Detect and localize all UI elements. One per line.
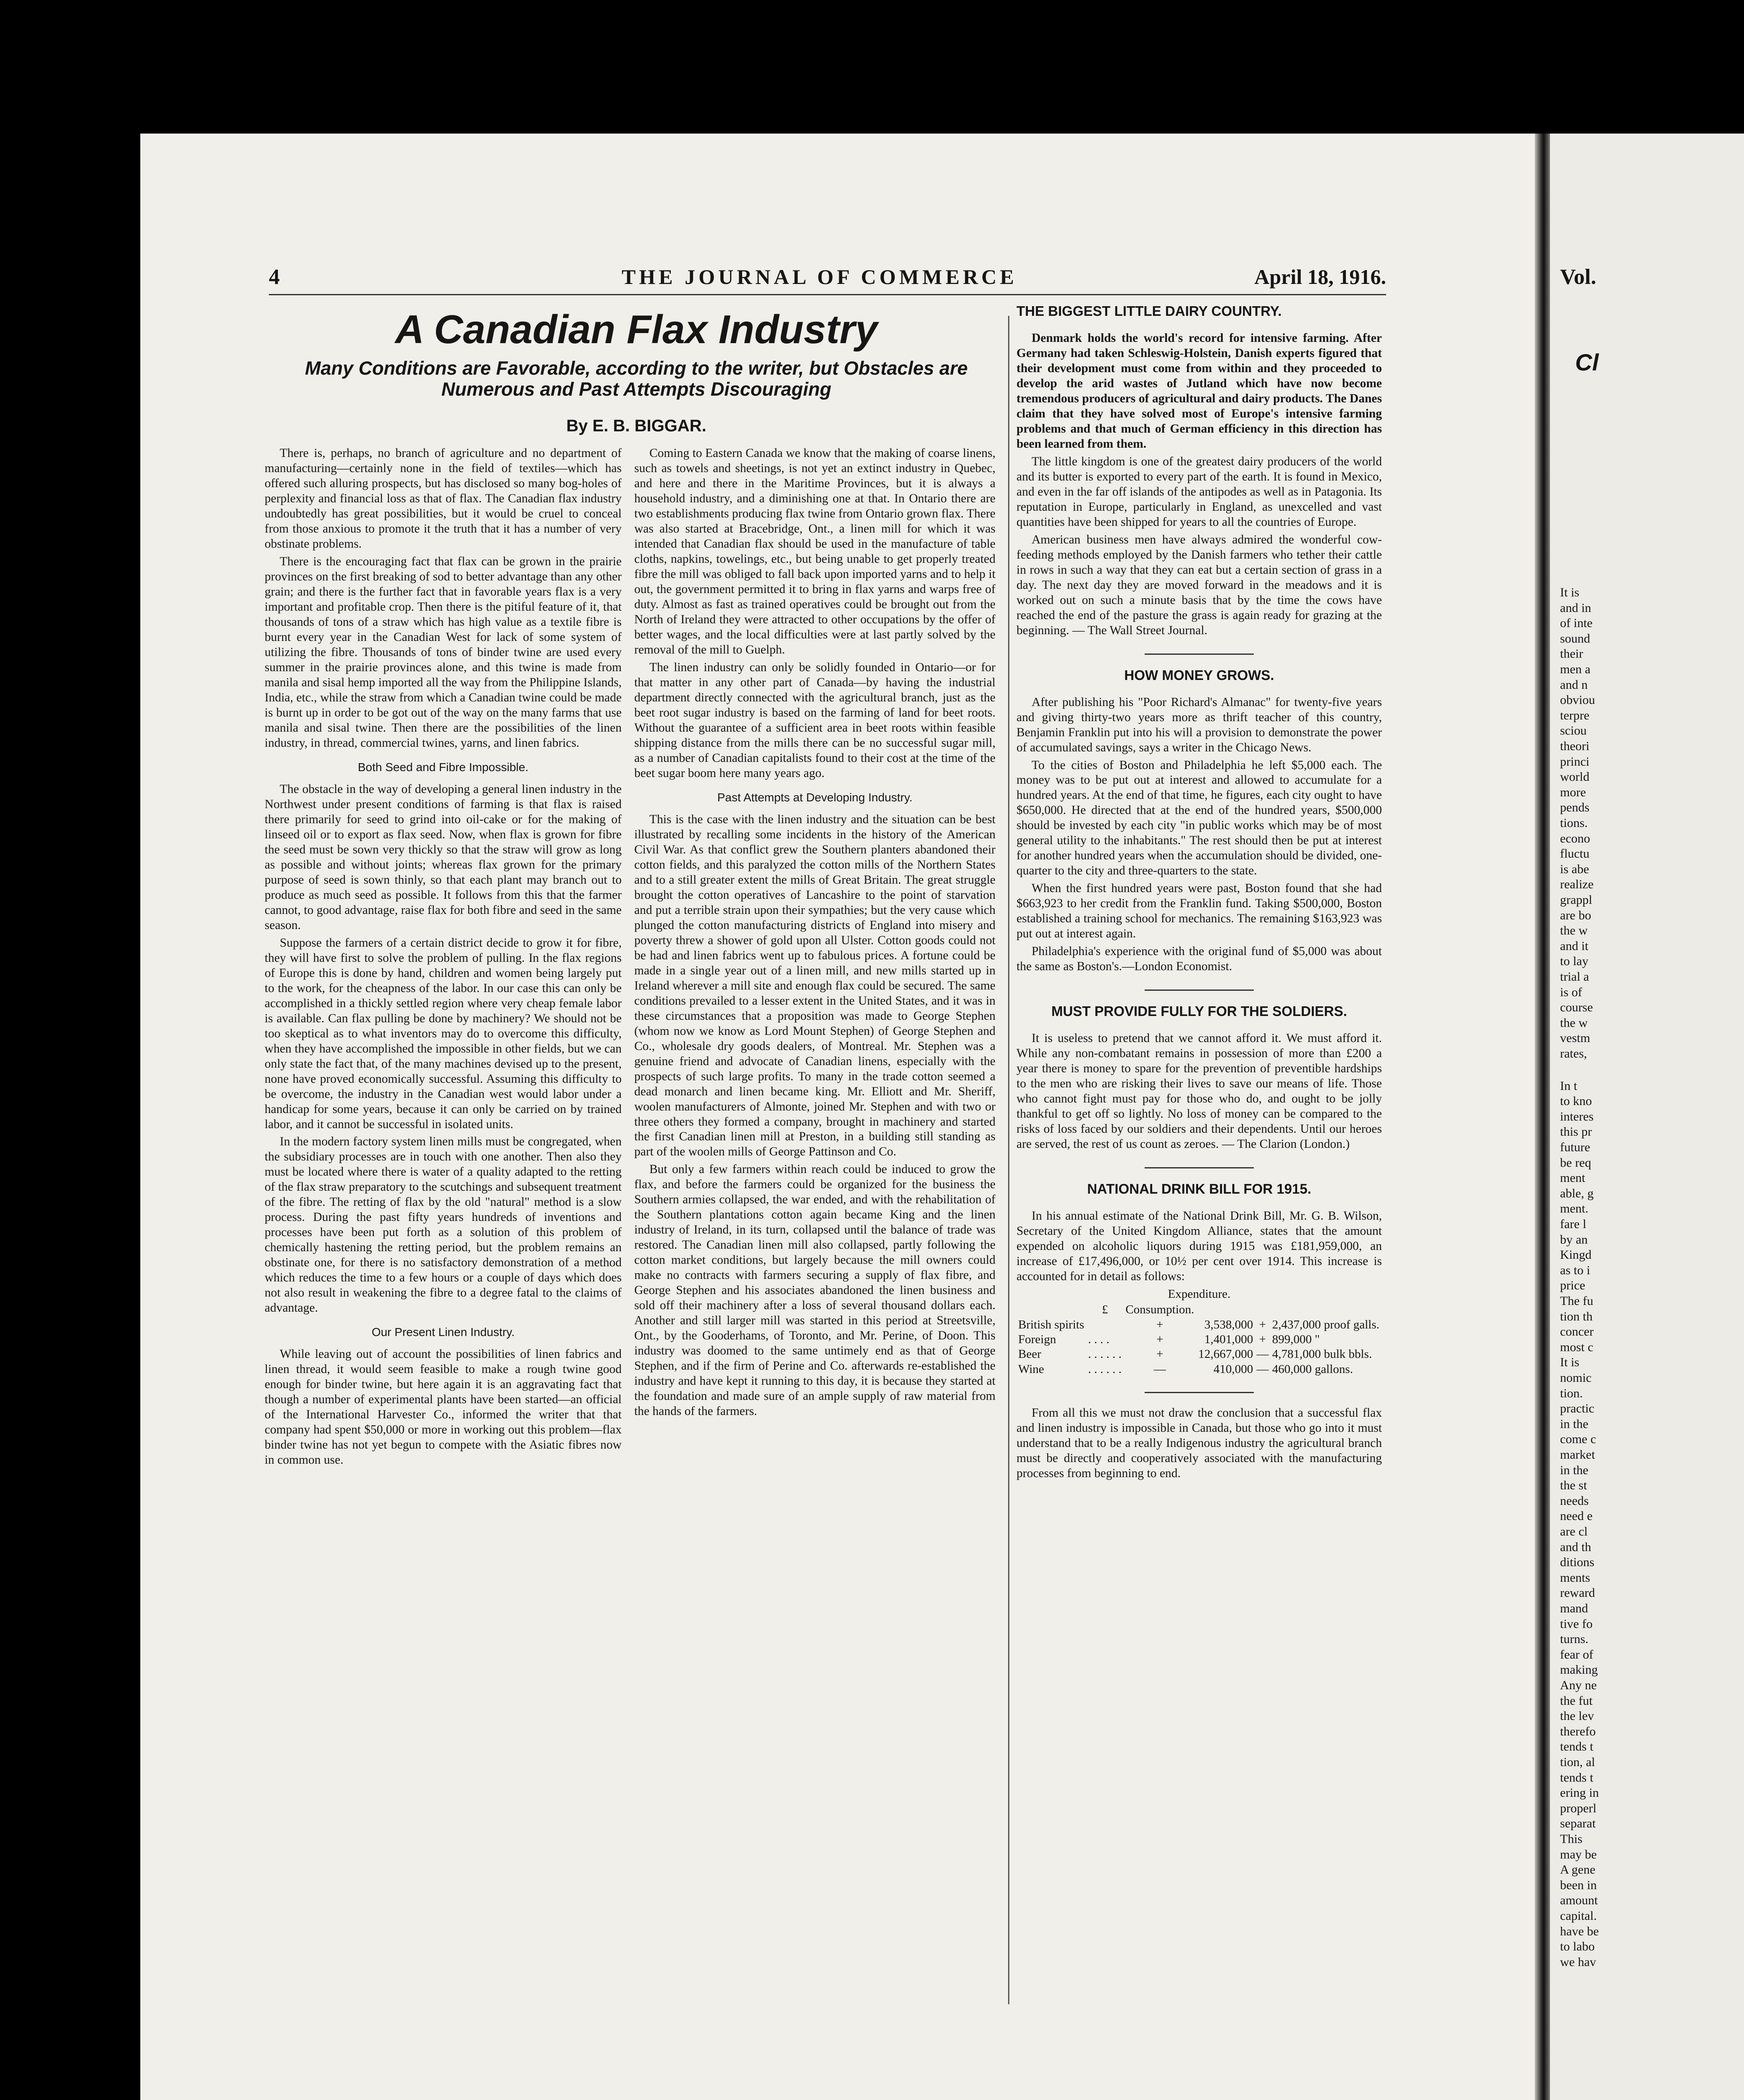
next-page-line: It is (1560, 1355, 1579, 1370)
next-page-line: we hav (1560, 1955, 1596, 1969)
page-number: 4 (269, 265, 280, 289)
paragraph: There is, perhaps, no branch of agriculture and no department of manufacturing—certainly none in the field of textiles—which has offered such alluring prospects, but has disclosed so many bog-holes of perplexity and financial loss as that of flax. The Canadian flax industry undoubtedly has great possibilities, but it would be cruel to conceal from those anxious to promote it the truth that it has a number of very obstinate problems. (265, 446, 622, 551)
dairy-lead (1016, 331, 1382, 452)
next-page-line: This (1560, 1832, 1583, 1846)
next-page-line: tends t (1560, 1740, 1594, 1754)
next-page-line: nomic (1560, 1371, 1592, 1385)
table-cell-amount: 410,000 (1213, 1362, 1253, 1376)
paragraph: The little kingdom is one of the greatest dairy producers of the world and its butter is exported to every part of the earth. It is found in Mexico, and even in the far off islands of the antipodes as well as in Patagonia. Its reputation in Europe, particularly in England, as unexcelled and vast quantities have been shipped for years to all the countries of Europe. (1016, 454, 1382, 529)
table-cell-item: Foreign (1018, 1333, 1056, 1347)
next-page-line: price (1560, 1278, 1585, 1293)
next-page-fragment (1550, 134, 1744, 2100)
next-page-line: mand (1560, 1601, 1588, 1615)
next-page-line: is abe (1560, 862, 1589, 876)
next-page-line: ditions (1560, 1555, 1594, 1570)
paragraph: When the first hundred years were past, Boston found that she had $663,923 to her credit from the Franklin fund. Taking $500,000, Boston established a training school for mechanics. The remaining $163,923 was put out at interest again. (1016, 882, 1382, 941)
paragraph: In the modern factory system linen mills must be congregated, when the subsidiary processes are in touch with one another. Then also they must be located where there is water of a quality adapted to the retting of the flax straw preparatory to the scutchings and subsequent treatment of the fibre. The retting of flax by the old "natural" method is a slow process. During the past fifty years hundreds of inventions and processes have been put forth as a solution of this problem of chemically hastening the retting period, but the problem remains an obstinate one, for there is no satisfactory demonstration of a method which reduces the time to a few hours or a couple of days which does not also result in weakening the fibre to a degree fatal to the claims of advantage. (265, 1135, 622, 1315)
paragraph: The linen industry can only be solidly founded in Ontario—or for that matter in any other part of Canada—by having the industrial department directly connected with the agricultural branch, just as the beet root sugar industry is based on the farming of land for beet roots. Without the guarantee of a sufficient area in beet roots within feasible shipping distance from the mills there can be no successful sugar mill, as a number of Canadian capitalists found to their cost at the time of the beet sugar boom here many years ago. (634, 660, 995, 780)
separator (1145, 1392, 1254, 1393)
next-page-line: tion. (1560, 1386, 1583, 1400)
next-page-line: may be (1560, 1847, 1597, 1861)
next-page-line: vestm (1560, 1031, 1590, 1045)
table-head-currency: £ (1102, 1303, 1108, 1317)
next-page-line: and in (1560, 601, 1592, 615)
next-page-line: tion, al (1560, 1755, 1595, 1769)
next-page-line: by an (1560, 1232, 1588, 1247)
table-cell-csign: + (1259, 1333, 1266, 1347)
next-page-line: as to i (1560, 1263, 1590, 1277)
paragraph: This is the case with the linen industry and the situation can be best illustrated by recalling some incidents in the history of the American Civil War. As that conflict grew the Southern planters abandoned their cotton fields, and this paralyzed the cotton mills of the Northern States and to a still greater extent the mills of Great Britain. The great struggle brought the cotton operatives of Lancashire to the point of starvation and put a terrible strain upon their sympathies; but the very cause which plunged the cotton manufacturing districts of England into misery and poverty threw a shower of gold upon all Ulster. Cotton goods could not be had and linen fabrics went up to fabulous prices. A fortune could be made in a single year out of a linen mill, and new mills started up in Ireland wherever a mill site and enough flax could be secured. The same conditions prevailed to a lesser extent in the United States, and it was in these circumstances that a proposition was made to George Stephen (whom now we know as Lord Mount Stephen) of George Stephen and Co., wholesale dry goods dealers, of Montreal. Mr. Stephen was a genuine friend and advocate of Canadian linens, especially with the prospects of such large profits. To many in the trade cotton seemed a dead monarch and linen became king. Mr. Elliott and Mr. Sheriff, woolen manufacturers of Almonte, joined Mr. Stephen and with two or three others they formed a company, brought in machinery and started the first Canadian linen mill at Preston, in a building still standing as part of the woolen mills of George Pattinson and Co. (634, 812, 995, 1159)
next-page-line: The fu (1560, 1294, 1594, 1308)
next-page-line: the w (1560, 924, 1588, 938)
next-page-line: tions. (1560, 816, 1588, 830)
paragraph: American business men have always admired the wonderful cow-feeding methods employed by the Danish farmers who tether their cattle in rows in such a way that they can eat but a certain section of grass in a day. The next day they are moved forward in the meadows and it is worked out on such a minute basis that by the time the cows have reached the end of the pasture the grass is again ready for grazing at the beginning. — The Wall Street Journal. (1016, 533, 1382, 637)
next-page-vol: Vol. (1560, 265, 1597, 289)
next-page-line: ment. (1560, 1202, 1589, 1216)
table-cell-item: British spirits (1018, 1318, 1085, 1331)
next-page-line: been in (1560, 1878, 1597, 1892)
next-page-line: market (1560, 1448, 1595, 1462)
dairy-heading: THE BIGGEST LITTLE DAIRY COUNTRY. (1016, 303, 1282, 319)
next-page-heading: Cl (1575, 349, 1599, 375)
next-page-line: tion th (1560, 1309, 1593, 1323)
paragraph: After publishing his "Poor Richard's Almanac" for twenty-five years and giving thirty-two years more as thrift teacher of this country, Benjamin Franklin put into his will a provision to demonstrate the power of accumulated savings, says a writer in the Chicago News. (1016, 695, 1382, 754)
table-cell-amount: 3,538,000 (1204, 1318, 1253, 1331)
next-page-line: trial a (1560, 970, 1589, 984)
issue-date: April 18, 1916. (1254, 265, 1386, 289)
table-row (1016, 1318, 1382, 1332)
next-page-line: needs (1560, 1494, 1589, 1508)
paragraph: While leaving out of account the possibilities of linen fabrics and linen thread, it would seem feasible to make a rough twine good enough for binder twine, but here again it is an aggravating fact that though a number of experimental plants have been started—an official of the International Harvester Co., informed the writer that that company had spent $50,000 or more in working out this problem—flax binder twine has not yet begun to compete with the Asiatic fibres now in common use. (265, 1347, 622, 1467)
table-caption (1016, 1287, 1382, 1302)
paragraph: Philadelphia's experience with the original fund of $5,000 was about the same as Boston's.—London Economist. (1016, 945, 1382, 974)
next-page-line: and th (1560, 1540, 1592, 1554)
next-page-line: future (1560, 1140, 1590, 1154)
next-page-line: more (1560, 785, 1586, 799)
next-page-line: Kingd (1560, 1248, 1592, 1262)
next-page-line: reward (1560, 1586, 1595, 1600)
next-page-line: princi (1560, 754, 1589, 769)
next-page-line: obviou (1560, 693, 1595, 707)
drink-heading: NATIONAL DRINK BILL FOR 1915. (1087, 1181, 1311, 1197)
next-page-line: course (1560, 1000, 1593, 1015)
next-page-line: properl (1560, 1801, 1597, 1815)
next-page-line: interes (1560, 1109, 1594, 1124)
next-page-line: this pr (1560, 1125, 1592, 1139)
next-page-line: to labo (1560, 1940, 1595, 1954)
next-page-line: the w (1560, 1016, 1588, 1030)
separator (1145, 1167, 1254, 1168)
next-page-line: tive fo (1560, 1617, 1593, 1631)
next-page-line: sciou (1560, 724, 1587, 738)
next-page-line: terpre (1560, 708, 1589, 722)
next-page-line: come c (1560, 1432, 1596, 1446)
next-page-line: need e (1560, 1509, 1593, 1523)
next-page-line: most c (1560, 1340, 1594, 1354)
next-page-line: and n (1560, 677, 1588, 692)
header-rule (269, 294, 1386, 295)
paragraph: The obstacle in the way of developing a general linen industry in the Northwest under present conditions of farming is that flax is raised there primarily for seed to grind into oil-cake or for the making of linseed oil or to export as flax seed. Now, when flax is grown for fibre the seed must be sown very thickly so that the straw will grow as long as possible and without joints; whereas flax grown for the primary purpose of seed is sown thinly, so that each plant may branch out to produce as much seed as possible. It follows from this that the farmer cannot, to good advantage, raise flax for both fibre and seed in the same season. (265, 782, 622, 932)
next-page-line: ment (1560, 1171, 1585, 1185)
next-page-line: pends (1560, 801, 1589, 815)
drink-bill-table (1016, 1302, 1382, 1377)
next-page-line: Any ne (1560, 1678, 1597, 1692)
next-page-line: rates, (1560, 1047, 1587, 1060)
next-page-line: have be (1560, 1924, 1599, 1938)
column-rule (1008, 316, 1009, 2004)
next-page-line: be req (1560, 1155, 1592, 1170)
table-head-consumption: Consumption. (1125, 1303, 1195, 1317)
paragraph: It is useless to pretend that we cannot afford it. We must afford it. While any non-combatant remains in possession of more than £200 a year there is money to spare for the prevention of preventible hardships to the men who are risking their lives to save our means of life. Those who cannot fight must pay for those who do, and ought to be jolly thankful to get off so lightly. No loss of money can be compared to the risks of loss faced by our soldiers and their dependents. Until our heroes are served, the rest of us count as zeroes. — The Clarion (London.) (1016, 1032, 1382, 1151)
table-cell-amount: 1,401,000 (1204, 1333, 1253, 1347)
next-page-line: is of (1560, 985, 1582, 999)
next-page-line: to kno (1560, 1094, 1592, 1108)
next-page-line: making (1560, 1663, 1598, 1677)
paragraph: In his annual estimate of the National Drink Bill, Mr. G. B. Wilson, Secretary of the United Kingdom Alliance, states that the amount expended on alcoholic liquors during 1915 was £181,959,000, an increase of £17,496,000, or 10½ per cent over 1914. This increase is accounted for in detail as follows: (1016, 1209, 1382, 1283)
next-page-line: grappl (1560, 893, 1592, 907)
paragraph: To the cities of Boston and Philadelphia he left $5,000 each. The money was to be put out at interest and allowed to accumulate for a hundred years. At the end of that time, he figures, each city ought to have $650,000. He directed that at the end of the hundred years, $500,000 should be invested by each city "in public works which may be of most general utility to the inhabitants." The rest should then be put at interest for another hundred years when the accumulation should be divided, one-quarter to the city and three-quarters to the state. (1016, 758, 1382, 878)
table-row (1016, 1362, 1382, 1377)
next-page-line: the fut (1560, 1693, 1593, 1708)
next-page-line: therefo (1560, 1724, 1596, 1738)
article-title: A Canadian Flax Industry (395, 307, 878, 352)
table-cell-item: Beer (1018, 1347, 1041, 1361)
next-page-line: concer (1560, 1325, 1594, 1339)
next-page-line: fare l (1560, 1217, 1586, 1231)
table-cell-sign: — (1153, 1362, 1166, 1376)
table-cell-sign: + (1156, 1333, 1164, 1347)
next-page-line: are bo (1560, 908, 1592, 922)
separator (1145, 654, 1254, 655)
next-page-line: fear of (1560, 1647, 1594, 1662)
section-heading: Past Attempts at Developing Industry. (717, 790, 913, 804)
table-head-expenditure: Expenditure. (1168, 1287, 1231, 1301)
table-cell-csign: + (1259, 1318, 1266, 1331)
next-page-line: in the (1560, 1417, 1589, 1431)
table-cell-sign: + (1156, 1347, 1164, 1361)
next-page-line: men a (1560, 662, 1591, 676)
journal-title: THE JOURNAL OF COMMERCE (622, 265, 1017, 289)
paragraph: There is the encouraging fact that flax can be grown in the prairie provinces on the first breaking of sod to better advantage than any other grain; and there is the further fact that in favorable years flax is a very important and profitable crop. Then there is the pitiful feature of it, that thousands of tons of a straw which has high value as a textile fibre is burnt every year in the Canadian West for lack of some system of utilizing the fibre. Thousands of tons of binder twine are used every summer in the prairie provinces alone, and this twine is made from manila and sisal hemp imported all the way from the Philippine Islands, India, etc., while the straw from which a Canadian twine could be made is burnt up in order to be got out of the way on the many farms that use manila and sisal twine. Then there are the possibilities of the linen industry, in thread, commercial twines, yarns, and linen fabrics. (265, 554, 622, 750)
next-page-line: the st (1560, 1478, 1587, 1493)
next-page-line: In t (1560, 1079, 1577, 1093)
table-cell-consumption: 899,000 " (1272, 1333, 1320, 1347)
next-page-line: fluctu (1560, 847, 1589, 861)
paragraph: Coming to Eastern Canada we know that the making of coarse linens, such as towels and sheetings, is not yet an extinct industry in Quebec, and here and there in the Maritime Provinces, but it is always a household industry, and a diminishing one at that. In Ontario there are two establishments producing flax twine from Ontario grown flax. There was also started at Bracebridge, Ont., a linen mill for which it was intended that Canadian flax should be used in the manufacture of table cloths, napkins, towelings, etc., but being unable to get properly treated fibre the mill was obliged to fall back upon imported yarns and to help it out, the government permitted it to bring in flax yarns and warps free of duty. Almost as fast as trained operatives could be brought out from the North of Ireland they were attracted to other occupations by the offer of better wages, and the local difficulties were at last partly solved by the removal of the mill to Guelph. (634, 446, 995, 656)
next-page-line: capital. (1560, 1909, 1597, 1923)
table-cell-consumption: 460,000 gallons. (1272, 1362, 1353, 1376)
next-page-line: the lev (1560, 1709, 1594, 1723)
table-cell-consumption: 4,781,000 bulk bbls. (1272, 1347, 1372, 1361)
soldiers-heading: MUST PROVIDE FULLY FOR THE SOLDIERS. (1051, 1003, 1347, 1019)
next-page-line: A gene (1560, 1863, 1596, 1877)
conclusion-paragraph: From all this we must not draw the conclusion that a successful flax and linen industry is impossible in Canada, but those who go into it must understand that to be a really Indigenous industry the agricultural branch must be directly and cooperatively associated with the manufacturing processes from beginning to end. (1016, 1406, 1382, 1480)
paragraph: Denmark holds the world's record for intensive farming. After Germany had taken Schleswig-Holstein, Danish experts figured that their development must come from within and they proceeded to develop the arid wastes of Jutland which have now become tremendous producers of agricultural and dairy products. The Danes claim that they have solved most of Europe's intensive farming problems and that much of German efficiency in this direction has been learned from them. (1016, 331, 1382, 451)
section-heading: Our Present Linen Industry. (371, 1326, 515, 1339)
article-byline: By E. B. BIGGAR. (566, 417, 707, 435)
table-cell-dots: . . . . . . (1088, 1362, 1122, 1376)
table-cell-item: Wine (1018, 1362, 1044, 1376)
table-cell-dots: . . . . (1088, 1333, 1110, 1347)
paragraph: Suppose the farmers of a certain district decide to grow it for fibre, they will have first to solve the problem of pulling. In the flax regions of Europe this is done by hand, children and women being largely put to the work, for the cheapness of the labor. In our case this can only be accomplished in a thickly settled region where very cheap female labor is available. Can flax pulling be done by machinery? We should not be too skeptical as to what inventors may do to overcome this difficulty, when they have accomplished the impossible in other fields, but we can only state the fact that, of the many machines devised up to the present, none have proved economically successful. Assuming this difficulty to be overcome, the industry in the Canadian west would labor under a handicap for some years, because it can only be carried on by trained labor, and it cannot be successful in isolated units. (265, 936, 622, 1131)
column-2 (634, 446, 995, 1422)
next-page-line: tends t (1560, 1770, 1594, 1785)
next-page-line: separat (1560, 1816, 1596, 1831)
table-cell-dots (1086, 1318, 1123, 1332)
drink-table-body (1016, 1318, 1382, 1377)
next-page-line: theori (1560, 739, 1589, 753)
next-page-line: practic (1560, 1402, 1594, 1416)
next-page-line: It is (1560, 585, 1579, 599)
next-page-line: able, g (1560, 1186, 1594, 1200)
table-cell-consumption: 2,437,000 proof galls. (1272, 1318, 1379, 1331)
table-cell-amount: 12,667,000 (1198, 1347, 1253, 1361)
next-page-line: world (1560, 770, 1589, 784)
column-1 (265, 446, 622, 1470)
page-gutter (1535, 134, 1550, 2100)
separator (1145, 990, 1254, 991)
next-page-line: realize (1560, 877, 1594, 892)
next-page-line: sound (1560, 631, 1590, 646)
next-page-line: ering in (1560, 1786, 1599, 1800)
section-heading: Both Seed and Fibre Impossible. (357, 760, 529, 774)
table-cell-csign: — (1256, 1362, 1269, 1376)
table-cell-dots: . . . . . . (1088, 1347, 1122, 1361)
column-3 (1016, 299, 1382, 1484)
page-header (269, 265, 1386, 294)
table-row (1016, 1332, 1382, 1347)
next-page-line: econo (1560, 831, 1590, 845)
table-cell-sign: + (1156, 1318, 1164, 1331)
intro-paragraphs (265, 446, 622, 751)
next-page-line: of inte (1560, 616, 1593, 630)
table-cell-csign: — (1256, 1347, 1269, 1361)
next-page-line: turns. (1560, 1632, 1589, 1646)
next-page-line: are cl (1560, 1525, 1588, 1538)
next-page-line: to lay (1560, 954, 1589, 969)
article-subtitle: Many Conditions are Favorable, according to the writer, but Obstacles are Numerous and Past Attempts Discouraging (305, 357, 968, 400)
table-row (1016, 1347, 1382, 1362)
next-page-line: ments (1560, 1570, 1590, 1585)
next-page-line: amount (1560, 1893, 1598, 1908)
paragraph: But only a few farmers within reach could be induced to grow the flax, and before the farmers could be organized for the business the Southern armies collapsed, the war ended, and with the rehabilitation of the Southern plantations cotton again became King and the linen industry of Ireland, in its turn, collapsed until the balance of trade was restored. The Canadian linen mill also collapsed, partly following the cotton market conditions, but largely because the mill owners could make no contracts with farmers securing a supply of flax fibre, and George Stephen and his associates abandoned the linen business and sold off their machinery after a loss of several thousand dollars each. Another and still larger mill was started in this period at Streetsville, Ont., by the Gooderhams, of Toronto, and Mr. Perine, of Doon. This industry was doomed to the same untimely end as that of George Stephen, and if the firm of Perine and Co. afterwards re-established the industry and have kept it running to this day, it is because they started at the foundation and made sure of an ample supply of raw material from the hands of the farmers. (634, 1163, 995, 1418)
next-page-line: in the (1560, 1463, 1589, 1477)
money-heading: HOW MONEY GROWS. (1124, 667, 1274, 683)
next-page-line: their (1560, 647, 1583, 661)
table-header-row (1016, 1302, 1382, 1317)
next-page-line: and it (1560, 939, 1589, 953)
